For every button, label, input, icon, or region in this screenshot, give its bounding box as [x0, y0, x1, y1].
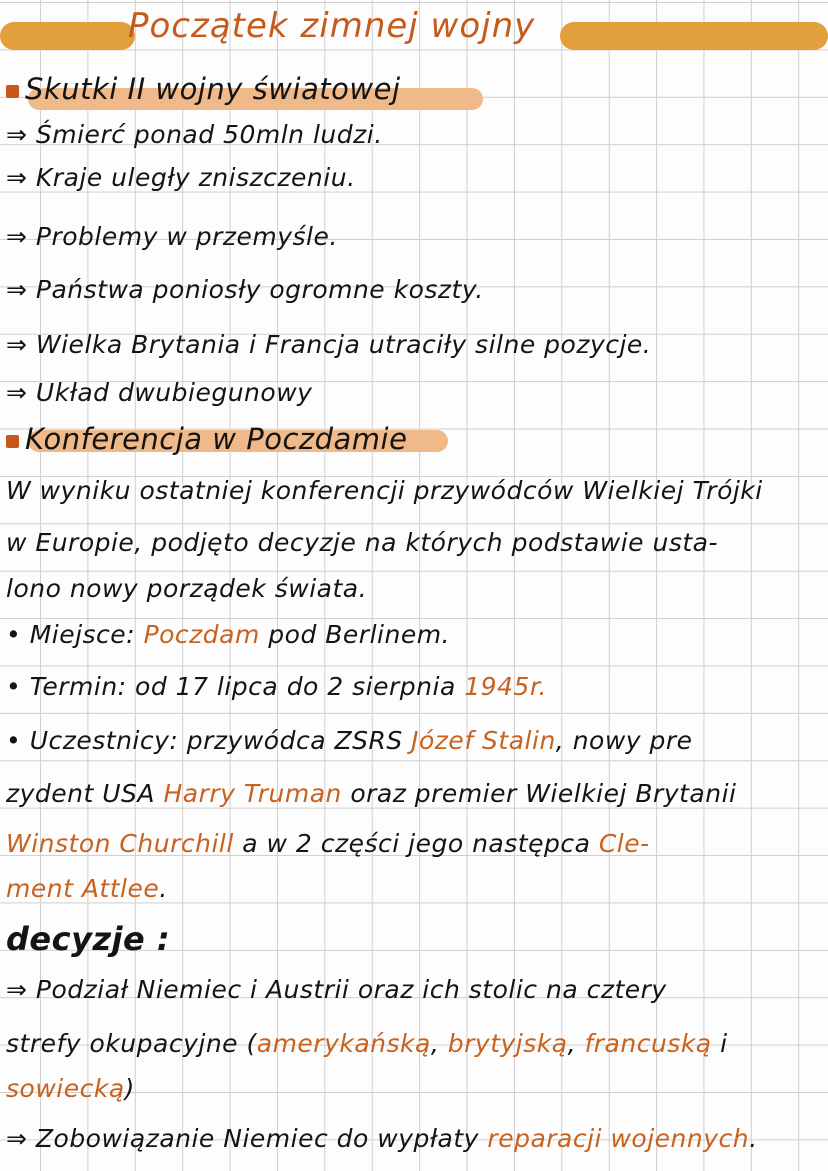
note-text: ⇒ Śmierć ponad 50mln ludzi. [6, 120, 383, 149]
note-line [6, 330, 651, 359]
note-line [6, 574, 367, 603]
note-text: W wyniku ostatniej konferencji przywódców Wielkiej Trójki [6, 476, 763, 505]
highlighted-term: brytyjską [447, 1029, 568, 1058]
note-text: ⇒ Wielka Brytania i Francja utraciły silne pozycje. [6, 330, 652, 359]
note-text: w Europie, podjęto decyzje na których podstawie usta- [6, 528, 718, 557]
note-text: zydent USA [6, 779, 164, 808]
square-bullet-icon [6, 435, 19, 448]
highlighted-term: amerykańską [256, 1029, 431, 1058]
note-line [6, 120, 383, 149]
note-text: • Miejsce: [6, 620, 144, 649]
highlighted-term: sowiecką [6, 1074, 125, 1103]
note-line [6, 672, 547, 701]
note-line [6, 1074, 135, 1103]
note-text: ) [124, 1074, 135, 1103]
note-text: Skutki II wojny światowej [25, 72, 401, 106]
section-heading [6, 422, 407, 456]
highlighted-term: reparacji wojennych [487, 1124, 750, 1153]
note-text: . [749, 1124, 758, 1153]
note-text: pod Berlinem. [259, 620, 450, 649]
title-bar-left [0, 22, 135, 50]
note-text: decyzje : [6, 920, 171, 958]
note-text: ⇒ Kraje uległy zniszczeniu. [6, 163, 356, 192]
note-line [6, 275, 484, 304]
note-line [6, 726, 693, 755]
highlighted-term: 1945r. [464, 672, 547, 701]
page-title: Początek zimnej wojny [128, 6, 536, 46]
note-text: ⇒ Państwa poniosły ogromne koszty. [6, 275, 484, 304]
note-text: . [159, 874, 168, 903]
note-text: ⇒ Układ dwubiegunowy [6, 378, 313, 407]
note-text: ⇒ Problemy w przemyśle. [6, 222, 338, 251]
note-line [6, 163, 356, 192]
highlighted-term: Poczdam [143, 620, 260, 649]
highlighted-term: Cle- [598, 829, 650, 858]
note-line [6, 378, 312, 407]
highlighted-term: Winston Churchill [6, 829, 234, 858]
highlighted-term: francuską [584, 1029, 712, 1058]
note-text: strefy okupacyjne ( [6, 1029, 257, 1058]
note-line [6, 620, 450, 649]
note-line [6, 1124, 758, 1153]
highlighted-term: Józef Stalin [411, 726, 556, 755]
note-line [6, 874, 168, 903]
note-text: i [711, 1029, 728, 1058]
decisions-heading [6, 920, 170, 958]
note-line [6, 779, 737, 808]
note-text: oraz premier Wielkiej Brytanii [341, 779, 737, 808]
note-text: • Termin: od 17 lipca do 2 sierpnia [6, 672, 465, 701]
note-text: Konferencja w Poczdamie [25, 422, 408, 456]
note-line [6, 528, 718, 557]
note-line [6, 975, 667, 1004]
note-text: lono nowy porządek świata. [6, 574, 368, 603]
note-text: , nowy pre [555, 726, 693, 755]
note-text: ⇒ Zobowiązanie Niemiec do wypłaty [6, 1124, 488, 1153]
highlighted-term: ment Attlee [6, 874, 160, 903]
note-line [6, 829, 650, 858]
section-heading [6, 72, 401, 106]
note-text: , [567, 1029, 585, 1058]
square-bullet-icon [6, 85, 19, 98]
note-text: , [430, 1029, 448, 1058]
note-text: ⇒ Podział Niemiec i Austrii oraz ich stolic na cztery [6, 975, 667, 1004]
note-line [6, 222, 338, 251]
title-bar-right [560, 22, 828, 50]
highlighted-term: Harry Truman [163, 779, 342, 808]
note-line [6, 476, 763, 505]
note-text: a w 2 części jego następca [233, 829, 599, 858]
note-text: • Uczestnicy: przywódca ZSRS [6, 726, 412, 755]
note-line [6, 1029, 728, 1058]
